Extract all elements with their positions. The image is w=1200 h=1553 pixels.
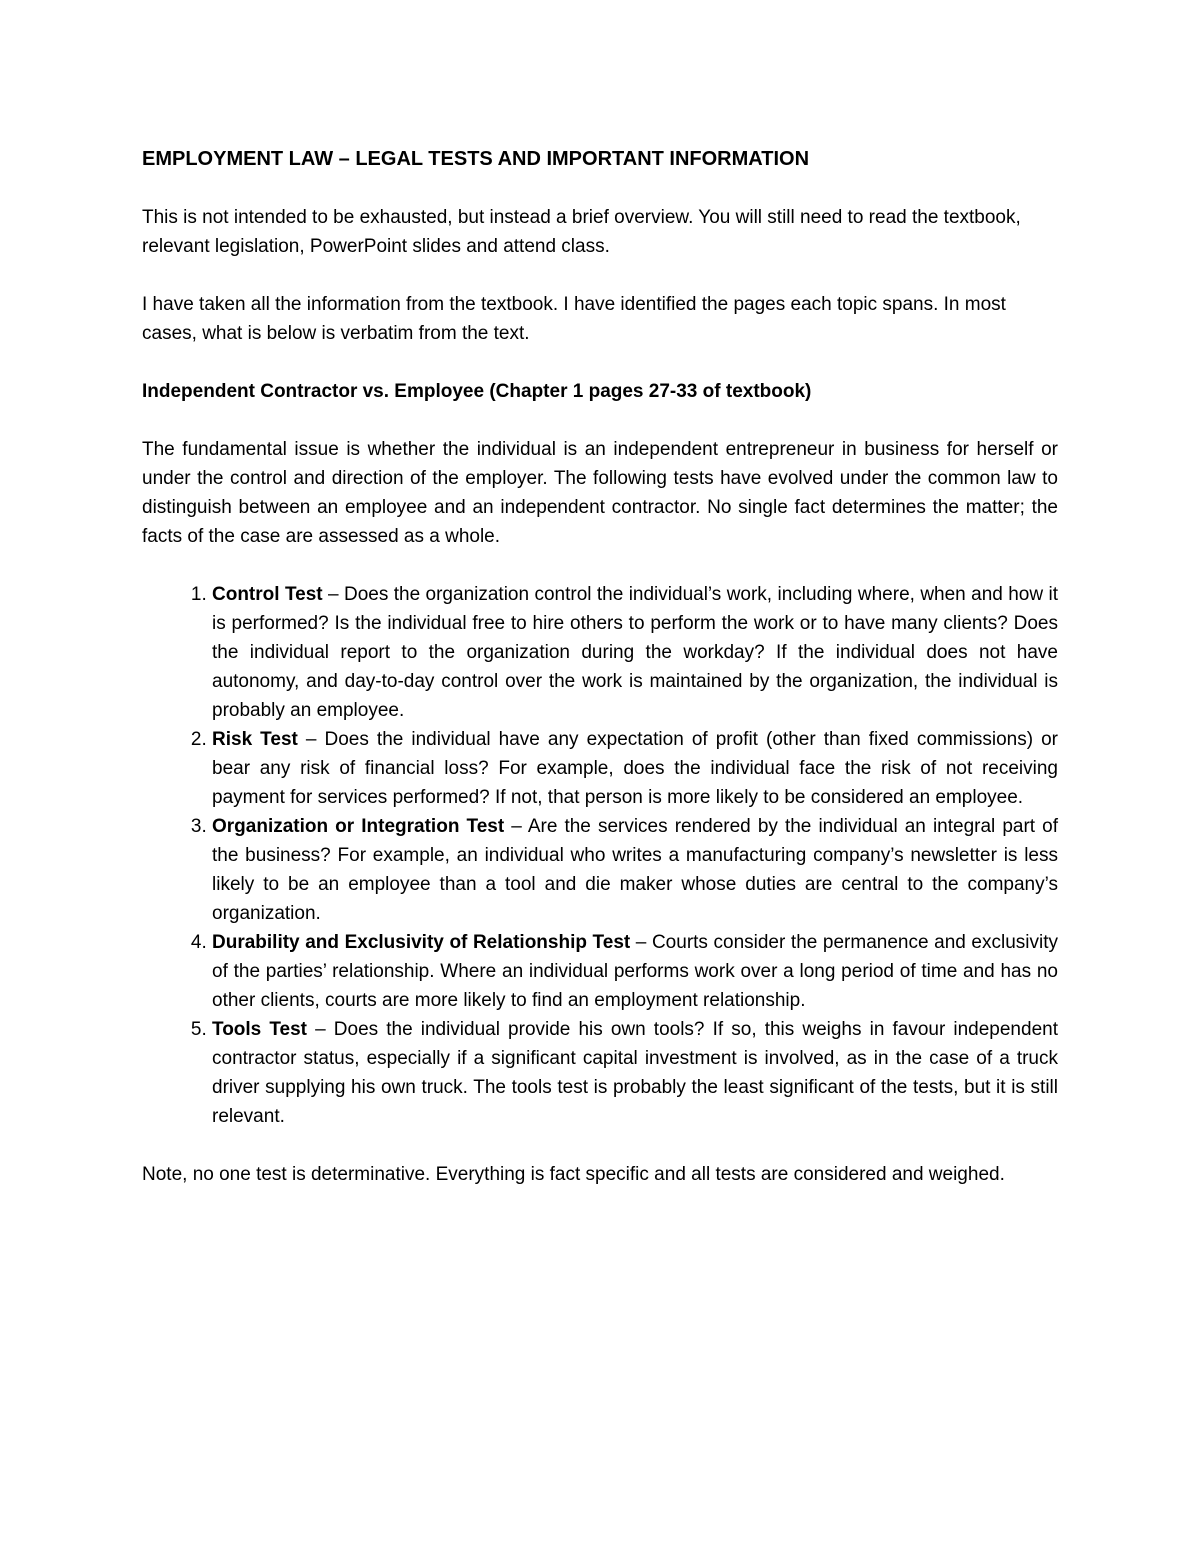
list-item-durability-test	[212, 928, 1058, 1015]
intro-paragraph-2: I have taken all the information from the textbook. I have identified the pages each topic spans. In most cases, what is below is verbatim from the text.	[142, 294, 1006, 344]
intro-paragraph-1: This is not intended to be exhausted, but instead a brief overview. You will still need to read the textbook, relevant legislation, PowerPoint slides and attend class.	[142, 207, 1021, 257]
test-description: – Courts consider the permanence and exclusivity of the parties’ relationship. Where an individual performs work over a long period of time and has no other clients, courts are more likely to find an employment relationship.	[212, 932, 1058, 1011]
section-paragraph: The fundamental issue is whether the individual is an independent entrepreneur in business for herself or under the control and direction of the employer. The following tests have evolved under the common law to distinguish between an employee and an independent contractor. No single fact determines the matter; the facts of the case are assessed as a whole.	[142, 439, 1058, 547]
test-name: Durability and Exclusivity of Relationship Test	[212, 932, 631, 953]
page-title: EMPLOYMENT LAW – LEGAL TESTS AND IMPORTANT INFORMATION	[142, 148, 810, 170]
test-name: Organization or Integration Test	[212, 816, 505, 837]
test-name: Tools Test	[212, 1019, 308, 1040]
list-item-tools-test	[212, 1015, 1058, 1131]
test-name: Control Test	[212, 584, 323, 605]
section-heading: Independent Contractor vs. Employee (Chapter 1 pages 27-33 of textbook)	[142, 381, 812, 402]
document-content	[142, 144, 1058, 1218]
test-description: – Does the organization control the individual’s work, including where, when and how it is performed? Is the individual free to hire others to perform the work or to have many clients? Does the individual report to the organization during the workday? If the individual does not have autonomy, and day-to-day control over the work is maintained by the organization, the individual is probably an employee.	[212, 584, 1058, 721]
tests-list	[142, 580, 1058, 1131]
list-item-integration-test	[212, 812, 1058, 928]
list-item-control-test	[212, 580, 1058, 725]
test-name: Risk Test	[212, 729, 298, 750]
test-description: – Are the services rendered by the individual an integral part of the business? For example, an individual who writes a manufacturing company’s newsletter is less likely to be an employee than a tool and die maker whose duties are central to the company’s organization.	[212, 816, 1058, 924]
list-item-risk-test	[212, 725, 1058, 812]
closing-paragraph: Note, no one test is determinative. Everything is fact specific and all tests are considered and weighed.	[142, 1164, 1005, 1185]
test-description: – Does the individual have any expectation of profit (other than fixed commissions) or bear any risk of financial loss? For example, does the individual face the risk of not receiving payment for services performed? If not, that person is more likely to be considered an employee.	[212, 729, 1058, 808]
test-description: – Does the individual provide his own tools? If so, this weighs in favour independent contractor status, especially if a significant capital investment is involved, as in the case of a truck driver supplying his own truck. The tools test is probably the least significant of the tests, but it is still relevant.	[212, 1019, 1058, 1127]
